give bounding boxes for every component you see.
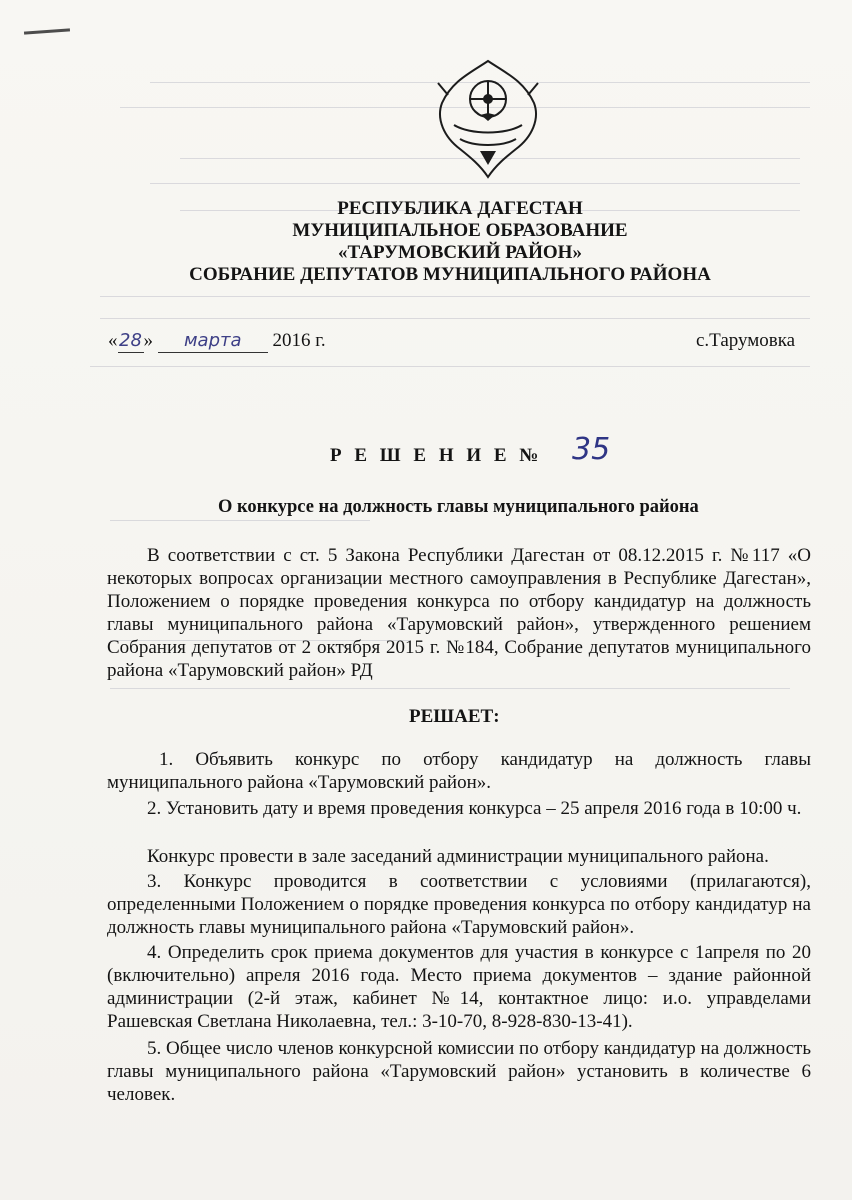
header-district: «ТАРУМОВСКИЙ РАЙОН» (338, 242, 582, 263)
basis-paragraph: В соответствии с ст. 5 Закона Республики Дагестан от 08.12.2015 г. №117 «О некоторых вопросах организации местного самоуправления в Республике Дагестан», Положением о порядке проведения конкурса по отбору кандидатур на должность главы муниципального района «Тарумовский район», утвержденного решением Собрания депутатов от 2 октября 2015 г. №184, Собрание депутатов муниципального района «Тарумовский район» РД (107, 545, 811, 681)
item-2: 2. Установить дату и время проведения конкурса – 25 апреля 2016 года в 10:00 ч. (147, 798, 802, 819)
date-close-quote: » (143, 330, 153, 351)
item-1: 1. Объявить конкурс по отбору кандидатур на должность главы муниципального района «Тарумовский район». (107, 749, 811, 793)
date-open-quote: « (108, 330, 118, 351)
header-republic: РЕСПУБЛИКА ДАГЕСТАН (337, 198, 583, 219)
item-2-venue: Конкурс провести в зале заседаний администрации муниципального района. (147, 846, 769, 867)
date-month-handwritten: марта (183, 330, 242, 351)
date-month (158, 330, 268, 353)
decision-date (108, 330, 326, 353)
item-4: 4. Определить срок приема документов для участия в конкурсе с 1апреля по 20 (включительно) апреля 2016 года. Место приема документов – здание районной администрации (2-й этаж, кабинет №14, контактное лицо: и.о. управделами Рашевская Светлана Николаевна, тел.: 3-10-70, 8-928-830-13-41). (107, 942, 811, 1032)
header-assembly: СОБРАНИЕ ДЕПУТАТОВ МУНИЦИПАЛЬНОГО РАЙОНА (189, 264, 711, 285)
coat-of-arms-emblem (430, 55, 546, 187)
place: с.Тарумовка (696, 330, 796, 351)
decision-title: Р Е Ш Е Н И Е № (330, 445, 543, 466)
edge-mark (24, 28, 70, 34)
item-3: 3. Конкурс проводится в соответствии с условиями (прилагаются), определенными Положением о порядке проведения конкурса по отбору кандидатур на должность главы муниципального района «Тарумовский район». (107, 871, 811, 938)
decision-subject: О конкурсе на должность главы муниципального района (218, 497, 699, 517)
date-day-handwritten: 28 (119, 330, 142, 351)
decision-number: 35 (572, 432, 611, 467)
date-year: 2016 г. (272, 330, 326, 351)
header-municipality: МУНИЦИПАЛЬНОЕ ОБРАЗОВАНИЕ (292, 220, 628, 241)
resolves-heading: РЕШАЕТ: (409, 706, 500, 727)
date-day (118, 330, 144, 353)
item-5: 5. Общее число членов конкурсной комиссии по отбору кандидатур на должность главы муниципального района «Тарумовский район» установить в количестве 6 человек. (107, 1038, 811, 1105)
